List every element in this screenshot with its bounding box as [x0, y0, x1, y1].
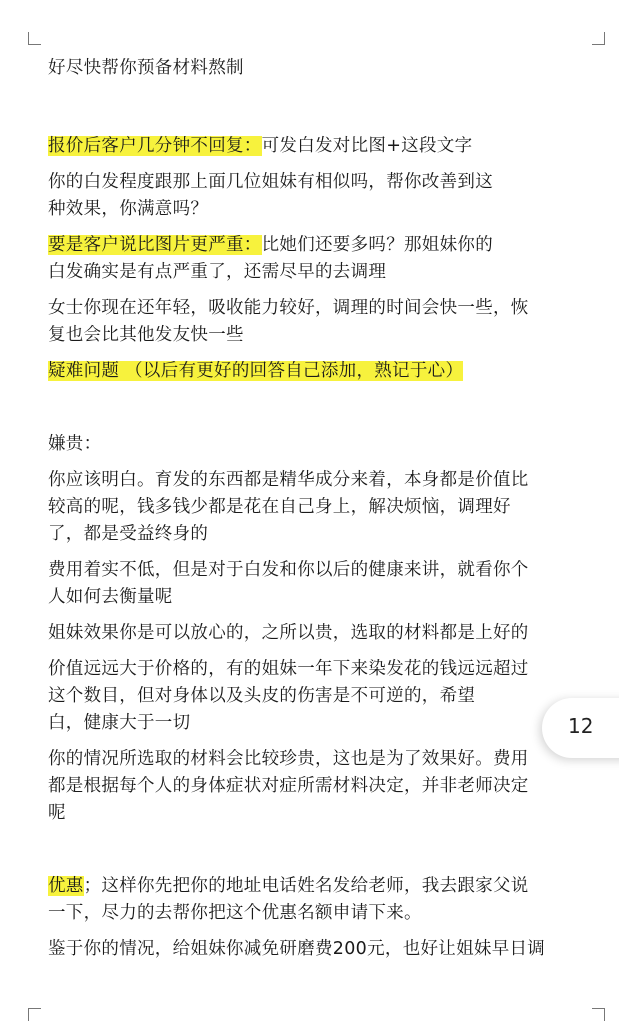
page-corner-mark — [592, 1008, 605, 1021]
highlighted-heading: 优惠 — [48, 876, 84, 896]
page-corner-mark — [28, 1008, 41, 1021]
page-number: 12 — [568, 714, 594, 738]
page-corner-mark — [592, 32, 605, 45]
highlighted-heading: 要是客户说比图片更严重： — [48, 235, 262, 255]
document-body — [48, 55, 614, 963]
text-line: 这个数目，但对身体以及头皮的伤害是不可逆的，希望 — [48, 686, 476, 706]
text-line — [48, 358, 614, 385]
text-line: 嫌贵： — [48, 434, 102, 454]
text-line: 呢 — [48, 803, 66, 823]
page-number-badge[interactable] — [542, 698, 619, 758]
page-corner-mark — [28, 32, 41, 45]
text-line: 女士你现在还年轻，吸收能力较好，调理的时间会快一些，恢 — [48, 298, 529, 318]
text-line: 你的白发程度跟那上面几位姐妹有相似吗，帮你改善到这 — [48, 172, 493, 192]
text-line: 你的情况所选取的材料会比较珍贵，这也是为了效果好。费用 — [48, 749, 529, 769]
text-line: 报价后客户几分钟不回复：可发白发对比图+这段文字 — [48, 136, 473, 156]
text-line: 要是客户说比图片更严重：比她们还要多吗？那姐妹你的 — [48, 235, 494, 255]
text-line: 好尽快帮你预备材料熬制 — [48, 58, 244, 78]
highlighted-heading: 报价后客户几分钟不回复： — [48, 136, 262, 156]
text-line: 白，健康大于一切 — [48, 713, 191, 733]
highlighted-heading: 疑难问题 （以后有更好的回答自己添加，熟记于心） — [48, 361, 464, 381]
text-line: 价值远远大于价格的，有的姐妹一年下来染发花的钱远远超过 — [48, 659, 529, 679]
text-line: 鉴于你的情况，给姐妹你减免研磨费200元，也好让姐妹早日调 — [48, 939, 546, 959]
text-line: 优惠；这样你先把你的地址电话姓名发给老师，我去跟家父说 — [48, 876, 529, 896]
text-line: 白发确实是有点严重了，还需尽早的去调理 — [48, 262, 387, 282]
text-line: 费用着实不低，但是对于白发和你以后的健康来讲，就看你个 — [48, 560, 529, 580]
text-line: 种效果，你满意吗？ — [48, 199, 209, 219]
text-line: 都是根据每个人的身体症状对症所需材料决定，并非老师决定 — [48, 776, 529, 796]
text-line: 一下，尽力的去帮你把这个优惠名额申请下来。 — [48, 903, 422, 923]
text-line: 了，都是受益终身的 — [48, 524, 209, 544]
text-line: 复也会比其他发友快一些 — [48, 325, 244, 345]
text-line: 人如何去衡量呢 — [48, 587, 173, 607]
text-line: 较高的呢，钱多钱少都是花在自己身上，解决烦恼，调理好 — [48, 497, 511, 517]
text-line: 你应该明白。育发的东西都是精华成分来着，本身都是价值比 — [48, 470, 529, 490]
text-line: 姐妹效果你是可以放心的，之所以贵，选取的材料都是上好的 — [48, 623, 529, 643]
